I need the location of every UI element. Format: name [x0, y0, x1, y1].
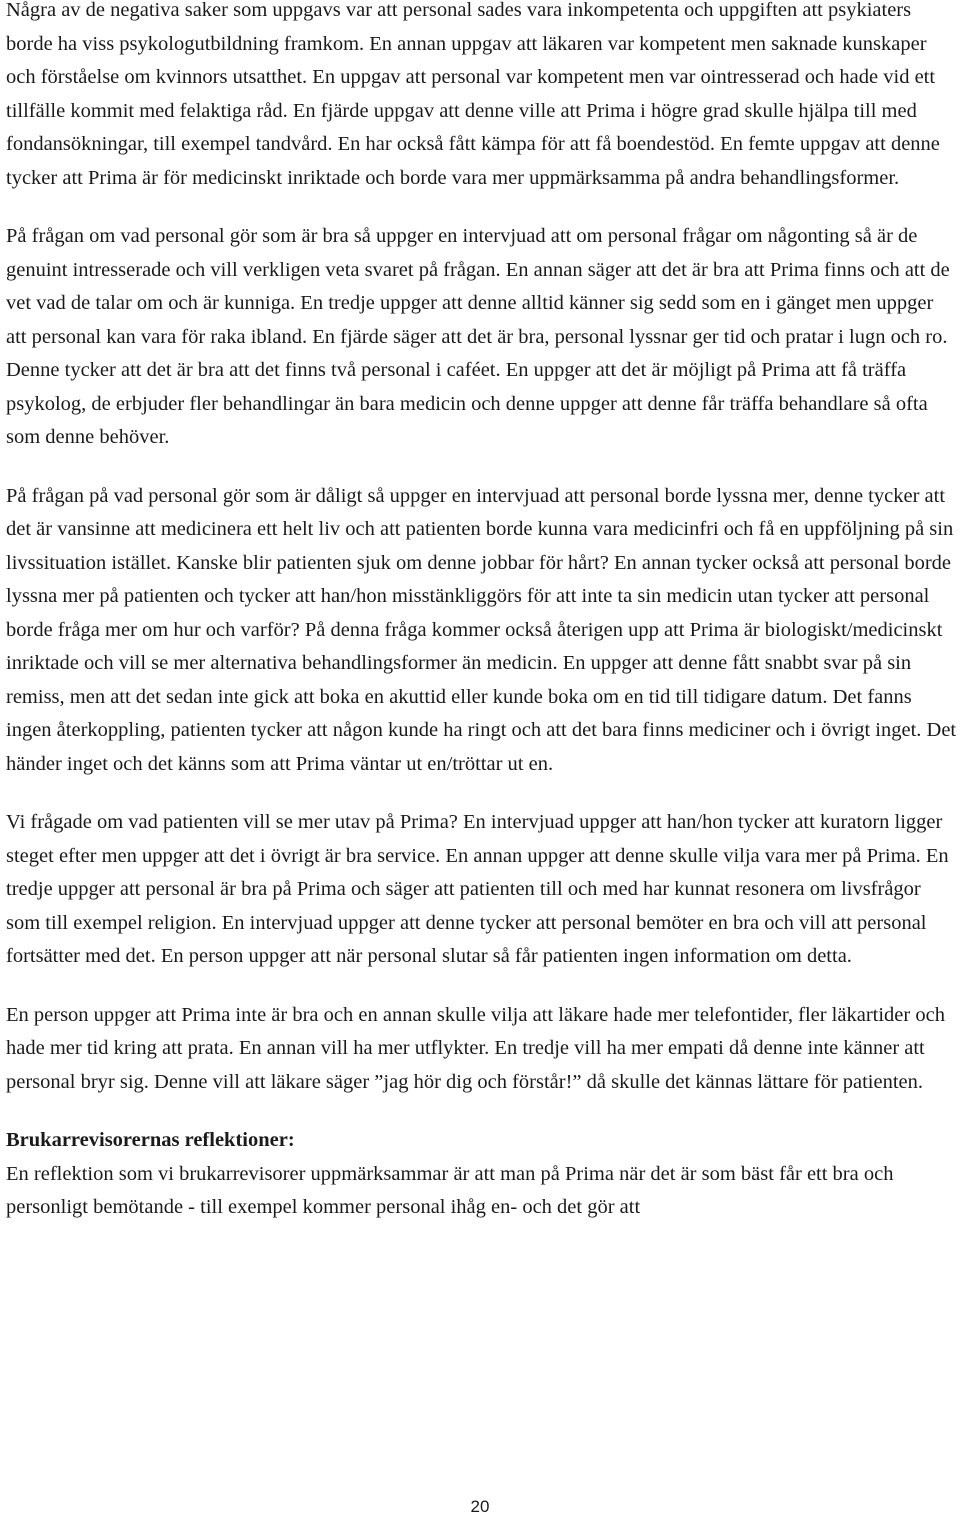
paragraph-bad-staff-actions: På frågan på vad personal gör som är dåligt så uppger en intervjuad att personal borde lyssna mer, denne tycker att det är vansinne att medicinera ett helt liv och att patienten borde kunna vara medicinfri och få en uppföljning på sin livssituation istället. Kanske blir patienten sjuk om denne jobbar för hårt? En annan tycker också att personal borde lyssna mer på patienten och tycker att han/hon misstänkliggörs för att inte ta sin medicin utan tycker att personal borde fråga mer om hur och varför? På denna fråga kommer också återigen upp att Prima är biologiskt/medicinskt inriktade och vill se mer alternativa behandlingsformer än medicin. En uppger att denne fått snabbt svar på sin remiss, men att det sedan inte gick att boka en akuttid eller kunde boka om en tid till tidigare datum. Det fanns ingen återkoppling, patienten tycker att någon kunde ha ringt och att det bara finns mediciner och i övrigt inget. Det händer inget och det känns som att Prima väntar ut en/tröttar ut en. — [6, 484, 957, 775]
paragraph-negative-aspects: Några av de negativa saker som uppgavs var att personal sades vara inkompetenta och uppgiften att psykiaters borde ha viss psykologutbildning framkom. En annan uppgav att läkaren var kompetent men saknade kunskaper och förståelse om kvinnors utsatthet. En uppgav att personal var kompetent men var ointresserad och hade vid ett tillfälle kommit med felaktiga råd. En fjärde uppgav att denne ville att Prima i högre grad skulle hjälpa till med fondansökningar, till exempel tandvård. En har också fått kämpa för att få boendestöd. En femte uppgav att denne tycker att Prima är för medicinskt inriktade och borde vara mer uppmärksamma på andra behandlingsformer. — [6, 0, 940, 189]
page-number: 20 — [470, 1497, 490, 1516]
paragraph-improvements: En person uppger att Prima inte är bra och en annan skulle vilja att läkare hade mer telefontider, fler läkartider och hade mer tid kring att prata. En annan vill ha mer utflykter. En tredje vill ha mer empati då denne inte känner att personal bryr sig. Denne vill att läkare säger ”jag hör dig och förstår!” då skulle det kännas lättare för patienten. — [6, 1003, 945, 1093]
paragraph-good-staff-actions: På frågan om vad personal gör som är bra så uppger en intervjuad att om personal frågar om någonting så är de genuint intresserade och vill verkligen veta svaret på frågan. En annan säger att det är bra att Prima finns och att de vet vad de talar om och är kunniga. En tredje uppger att denne alltid känner sig sedd som en i gänget men uppger att personal kan vara för raka ibland. En fjärde säger att det är bra, personal lyssnar ger tid och pratar i lugn och ro. Denne tycker att det är bra att det finns två personal i caféet. En uppger att det är möjligt på Prima att få träffa psykolog, de erbjuder fler behandlingar än bara medicin och denne uppger att denne får träffa behandlare så ofta som denne behöver. — [6, 225, 950, 448]
section-heading-reflections: Brukarrevisorernas reflektioner: — [6, 1129, 295, 1151]
paragraph-wishes-more: Vi frågade om vad patienten vill se mer utav på Prima? En intervjuad uppger att han/hon tycker att kuratorn ligger steget efter men uppger att det i övrigt är bra service. En annan uppger att denne skulle vilja vara mer på Prima. En tredje uppger att personal är bra på Prima och säger att patienten till och med har kunnat resonera om livsfrågor som till exempel religion. En intervjuad uppger att denne tycker att personal bemöter en bra och vill att personal fortsätter med det. En person uppger att när personal slutar så får patienten ingen information om detta. — [6, 811, 949, 967]
paragraph-reflection: En reflektion som vi brukarrevisorer uppmärksammar är att man på Prima när det är som bäst får ett bra och personligt bemötande - till exempel kommer personal ihåg en- och det gör att — [6, 1162, 894, 1218]
document-page — [6, 0, 958, 1225]
